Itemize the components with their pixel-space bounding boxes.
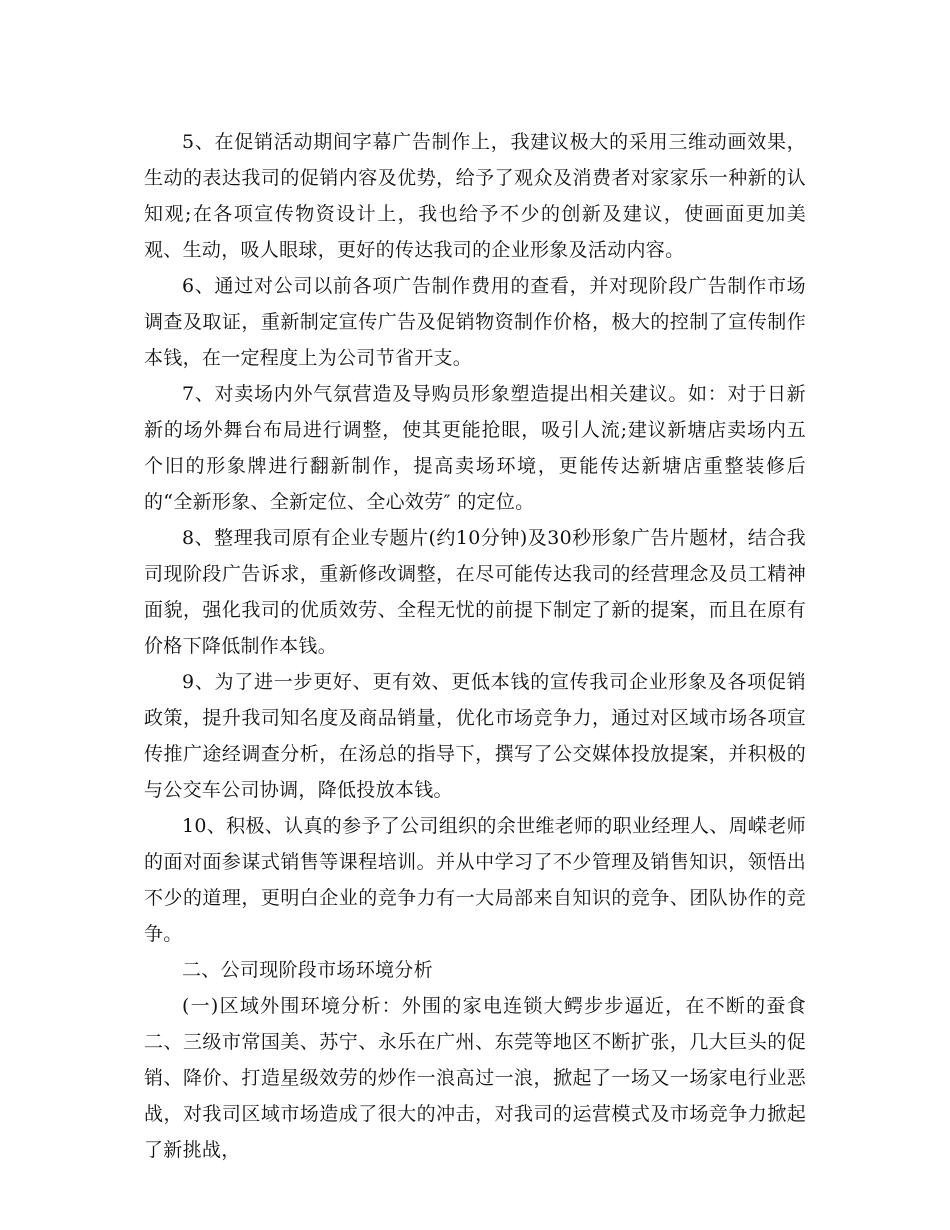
paragraph-7: 7、对卖场内外气氛营造及导购员形象塑造提出相关建议。如：对于日新新的场外舞台布局进行调整，使其更能抢眼，吸引人流;建议新塘店卖场内五个旧的形象牌进行翻新制作，提高卖场环境，更能传达新塘店重整装修后的“全新形象、全新定位、全心效劳″ 的定位。 — [144, 383, 806, 513]
paragraph-regional-analysis: (一)区域外围环境分析：外围的家电连锁大鳄步步逼近，在不断的蚕食二、三级市常国美、苏宁、永乐在广州、东莞等地区不断扩张，几大巨头的促销、降价、打造星级效劳的炒作一浪高过一浪，掀起了一场又一场家电行业恶战，对我司区域市场造成了很大的冲击，对我司的运营模式及市场竞争力掀起了新挑战， — [144, 995, 806, 1161]
paragraph-5: 5、在促销活动期间字幕广告制作上，我建议极大的采用三维动画效果，生动的表达我司的促销内容及优势，给予了观众及消费者对家家乐一种新的认知观;在各项宣传物资设计上，我也给予不少的创新及建议，使画面更加美观、生动，吸人眼球，更好的传达我司的企业形象及活动内容。 — [144, 131, 806, 261]
paragraph-6: 6、通过对公司以前各项广告制作费用的查看，并对现阶段广告制作市场调查及取证，重新制定宣传广告及促销物资制作价格，极大的控制了宣传制作本钱，在一定程度上为公司节省开支。 — [144, 275, 806, 369]
paragraph-9: 9、为了进一步更好、更有效、更低本钱的宣传我司企业形象及各项促销政策，提升我司知名度及商品销量，优化市场竞争力，通过对区域市场各项宣传推广途经调查分析，在汤总的指导下，撰写了公交媒体投放提案，并积极的与公交车公司协调，降低投放本钱。 — [144, 671, 806, 801]
document-page — [144, 124, 806, 1168]
section-heading: 二、公司现阶段市场环境分析 — [182, 959, 433, 981]
paragraph-10: 10、积极、认真的参予了公司组织的余世维老师的职业经理人、周嵘老师的面对面参谋式销售等课程培训。并从中学习了不少管理及销售知识，领悟出不少的道理，更明白企业的竞争力有一大局部来自知识的竞争、团队协作的竞争。 — [144, 815, 806, 945]
paragraph-8: 8、整理我司原有企业专题片(约10分钟)及30秒形象广告片题材，结合我司现阶段广告诉求，重新修改调整，在尽可能传达我司的经营理念及员工精神面貌，强化我司的优质效劳、全程无忧的前提下制定了新的提案，而且在原有价格下降低制作本钱。 — [144, 527, 806, 657]
